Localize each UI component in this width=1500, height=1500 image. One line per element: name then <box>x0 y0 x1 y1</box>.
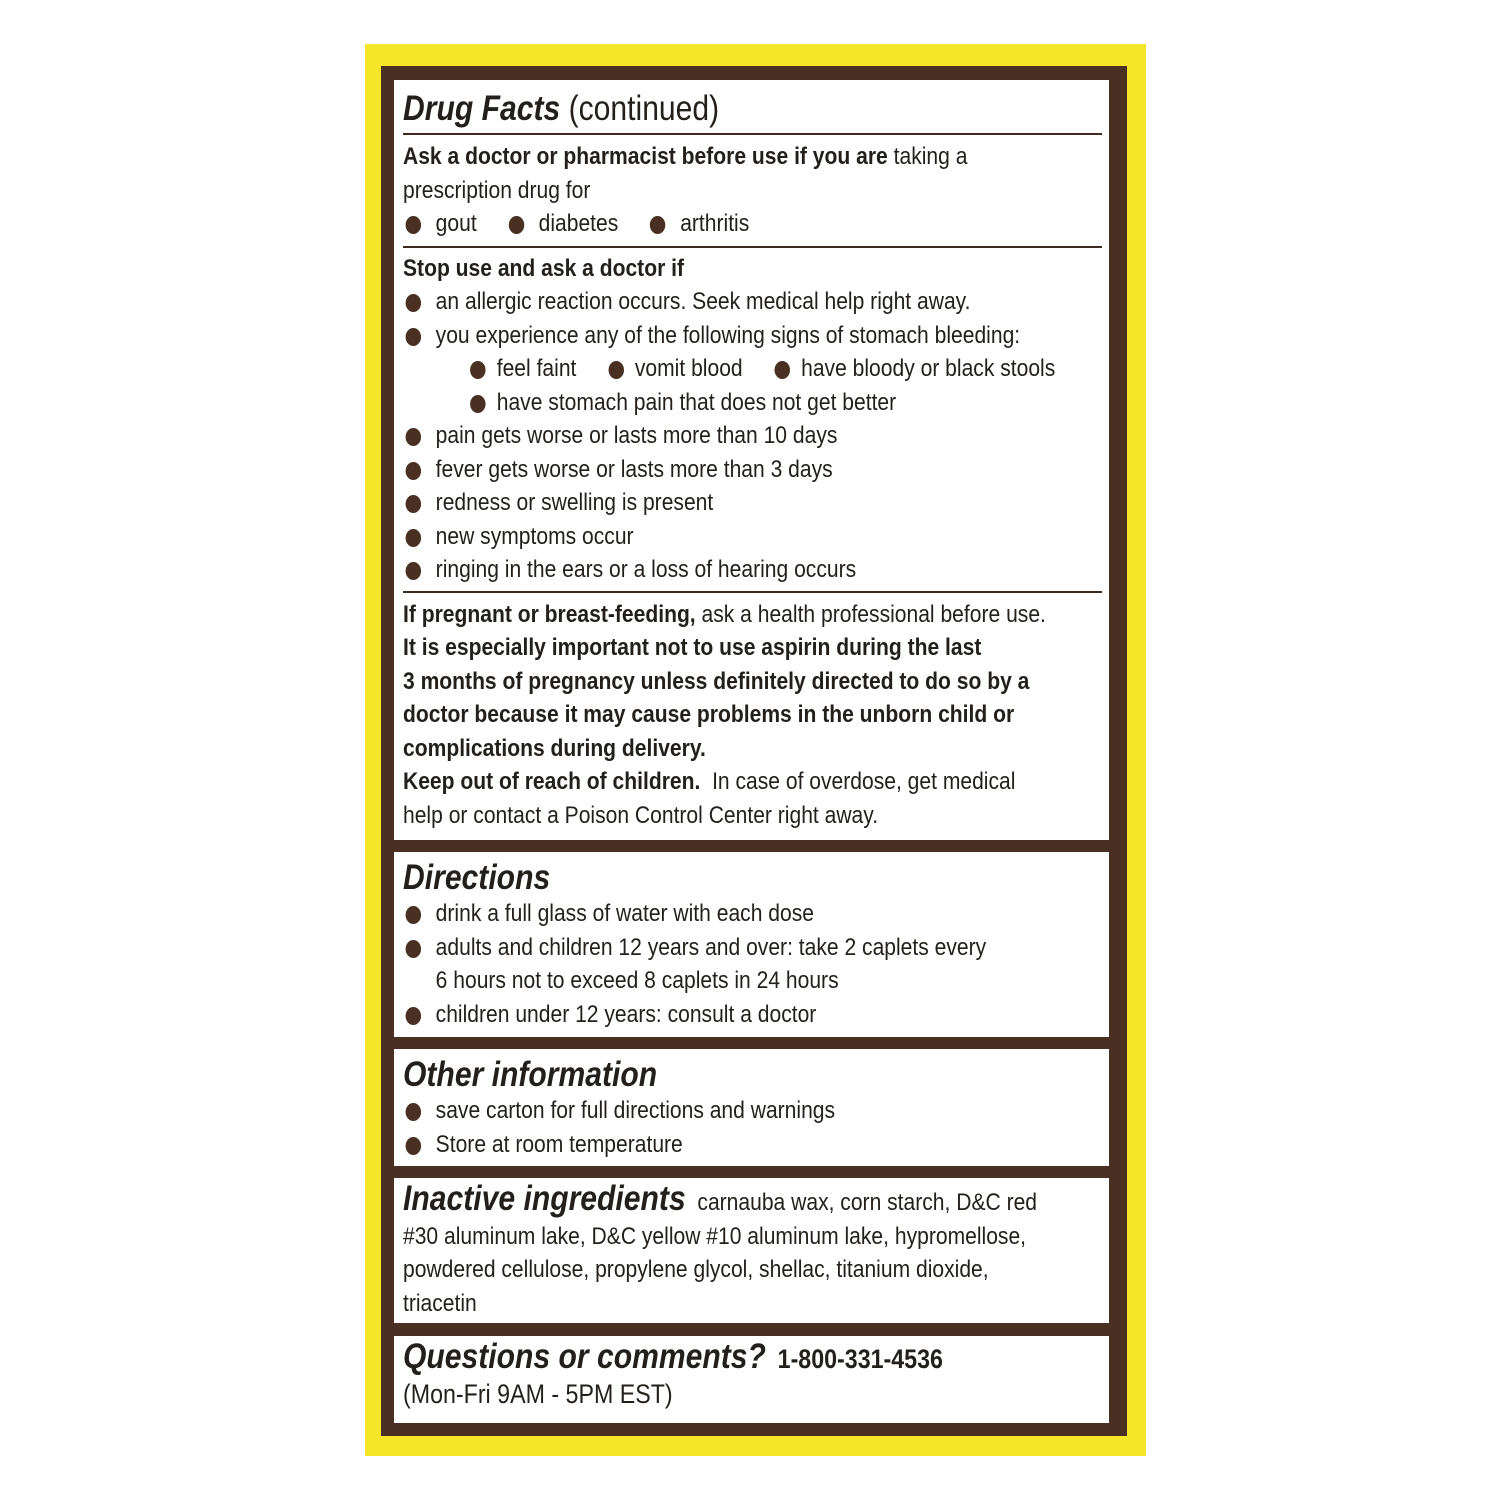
inactive-ingredients-heading: Inactive ingredients <box>403 1179 686 1218</box>
list-item: new symptoms occur <box>403 520 1097 554</box>
bleeding-item: have stomach pain that does not get better <box>468 386 897 420</box>
list-item: an allergic reaction occurs. Seek medical help right away. <box>403 285 1097 319</box>
hours: (Mon-Fri 9AM - 5PM EST) <box>403 1378 673 1409</box>
directions-heading: Directions <box>403 858 551 897</box>
list-item: save carton for full directions and warnings <box>403 1094 1097 1128</box>
list-item: fever gets worse or lasts more than 3 days <box>403 453 1097 487</box>
pregnancy-section: If pregnant or breast-feeding, ask a health professional before use. It is especially important not to use aspirin during the last 3 months of pregnancy unless definitely directed to do so by a doctor because it may cause problems in the unborn child or complications during delivery. Keep out of reach of children. In case of overdose, get medical help or contact a Poison Control Center right away. <box>403 598 1097 833</box>
list-item: redness or swelling is present <box>403 486 1097 520</box>
stop-use-heading: Stop use and ask a doctor if <box>403 254 684 282</box>
condition-item: arthritis <box>648 207 750 241</box>
list-item: ringing in the ears or a loss of hearing occurs <box>403 553 1097 587</box>
list-item: adults and children 12 years and over: take 2 caplets every <box>403 931 1097 965</box>
phone-number: 1-800-331-4536 <box>777 1344 943 1374</box>
other-information-heading: Other information <box>403 1055 658 1094</box>
inactive-ingredients-panel: Inactive ingredients carnauba wax, corn starch, D&C red #30 aluminum lake, D&C yellow #10 aluminum lake, hypromellose, powdered cellulose, propylene glycol, shellac, titanium dioxide, triacetin <box>394 1178 1109 1323</box>
directions-panel <box>394 852 1109 1037</box>
bleeding-item: have bloody or black stools <box>772 352 1055 386</box>
list-item-continuation: 6 hours not to exceed 8 caplets in 24 hours <box>435 967 839 994</box>
list-item: children under 12 years: consult a doctor <box>403 998 1097 1032</box>
bleeding-item: vomit blood <box>606 352 743 386</box>
drug-facts-title: Drug Facts (continued) <box>403 89 720 128</box>
stop-use-section <box>403 252 1097 587</box>
questions-heading: Questions or comments? <box>403 1337 766 1376</box>
keep-out-of-reach: Keep out of reach of children. In case of overdose, get medical <box>403 768 1016 795</box>
other-information-panel <box>394 1049 1109 1166</box>
condition-item: gout <box>403 207 477 241</box>
list-item: Store at room temperature <box>403 1128 1097 1162</box>
list-item: drink a full glass of water with each dose <box>403 897 1097 931</box>
ask-doctor-section: Ask a doctor or pharmacist before use if you are taking a prescription drug for gout diabetes arthritis <box>403 140 1097 241</box>
questions-panel <box>394 1336 1109 1423</box>
condition-item: diabetes <box>506 207 618 241</box>
bleeding-item: feel faint <box>468 352 577 386</box>
drug-facts-panel <box>394 80 1109 840</box>
list-item: pain gets worse or lasts more than 10 days <box>403 419 1097 453</box>
list-item: you experience any of the following signs of stomach bleeding: <box>403 319 1097 353</box>
